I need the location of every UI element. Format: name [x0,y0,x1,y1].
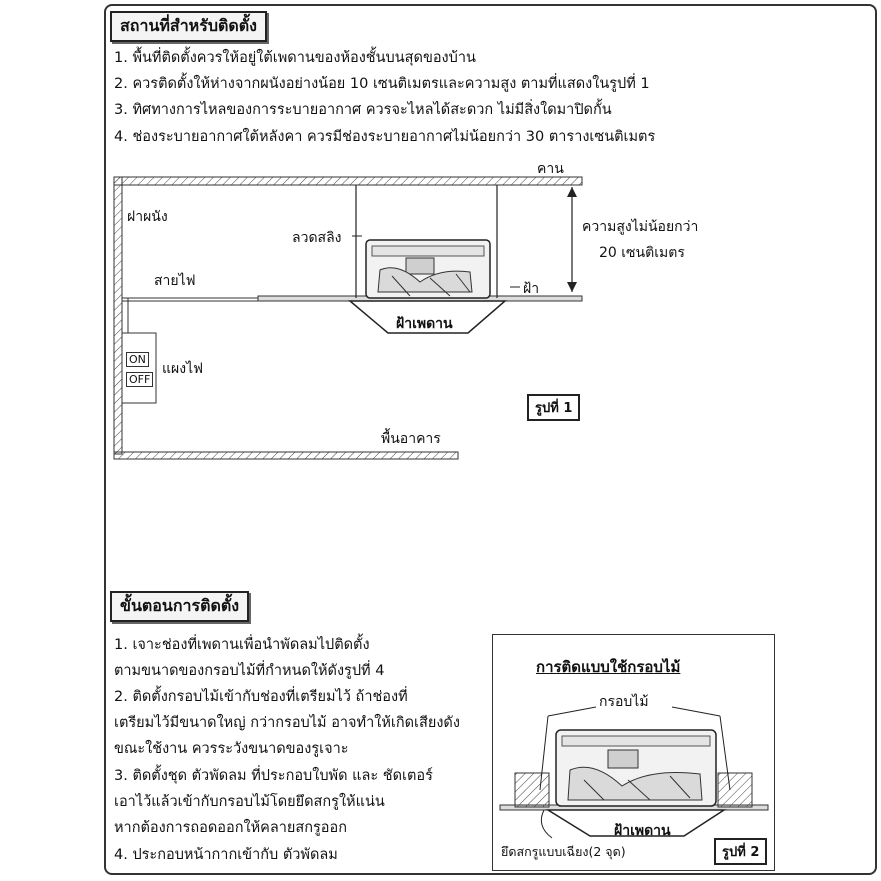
figure-2-tag: รูปที่ 2 [714,838,767,865]
screw-label: ยึดสกรูแบบเฉียง(2 จุด) [501,844,626,859]
location-item-3: 3. ทิศทางการไหลของการระบายอากาศ ควรจะไหลได้สะดวก ไม่มีสิ่งใดมาปิดกั้น [114,102,612,118]
switch-panel-label: แผงไฟ [162,361,204,377]
step-line-4: เตรียมไว้มีขนาดใหญ่ กว่ากรอบไม้ อาจทำให้เกิดเสียงดัง [114,715,460,731]
switch-off: OFF [126,372,153,387]
location-item-4: 4. ช่องระบายอากาศใต้หลังคา ควรมีช่องระบายอากาศไม่น้อยกว่า 30 ตารางเซนติเมตร [114,129,656,145]
section-heading-location: สถานที่สำหรับติดตั้ง [110,11,267,42]
step-line-7: เอาไว้แล้วเข้ากับกรอบไม้โดยยึดสกรูให้แน่น [114,794,385,810]
step-line-6: 3. ติดตั้งชุด ตัวพัดลม ที่ประกอบใบพัด และ ชัดเตอร์ [114,768,433,784]
step-line-2: ตามขนาดของกรอบไม้ที่กำหนดให้ดังรูปที่ 4 [114,663,385,679]
step-line-3: 2. ติดตั้งกรอบไม้เข้ากับช่องที่เตรียมไว้ ถ้าช่องที่ [114,689,408,705]
figure-1-tag: รูปที่ 1 [527,394,580,421]
beam-label: คาน [537,161,564,177]
section-heading-steps: ขั้นตอนการติดตั้ง [110,591,249,622]
location-item-1: 1. พื้นที่ติดตั้งควรให้อยู่ใต้เพดานของห้องชั้นบนสุดของบ้าน [114,50,476,66]
ceiling-board-label: ฝ้า [523,281,540,297]
wood-frame-label: กรอบไม้ [599,694,649,710]
ceiling-label: ฝ้าเพดาน [396,316,453,332]
location-item-2: 2. ควรติดตั้งให้ห่างจากผนังอย่างน้อย 10 เซนติเมตรและความสูง ตามที่แสดงในรูปที่ 1 [114,76,650,92]
step-line-5: ขณะใช้งาน ควรระวังขนาดของรูเจาะ [114,741,349,757]
floor-label: พื้นอาคาร [381,431,441,447]
fan-unit-1 [366,240,490,298]
wall-label: ฝาผนัง [127,209,168,225]
step-line-9: 4. ประกอบหน้ากากเข้ากับ ตัวพัดลม [114,847,338,863]
cable-label: สายไฟ [154,273,196,289]
figure-2-ceiling-label: ฝ้าเพดาน [614,823,671,839]
figure-2-title: การติดแบบใช้กรอบไม้ [536,658,681,676]
wire-rod-label: ลวดสลิง [292,230,342,246]
height-note-line-1: ความสูงไม่น้อยกว่า [582,219,699,235]
step-line-8: หากต้องการถอดออกให้คลายสกรูออก [114,820,347,836]
height-note-line-2: 20 เซนติเมตร [599,245,685,261]
step-line-1: 1. เจาะช่องที่เพดานเพื่อนำพัดลมไปติดตั้ง [114,637,370,653]
switch-on: ON [126,352,149,367]
